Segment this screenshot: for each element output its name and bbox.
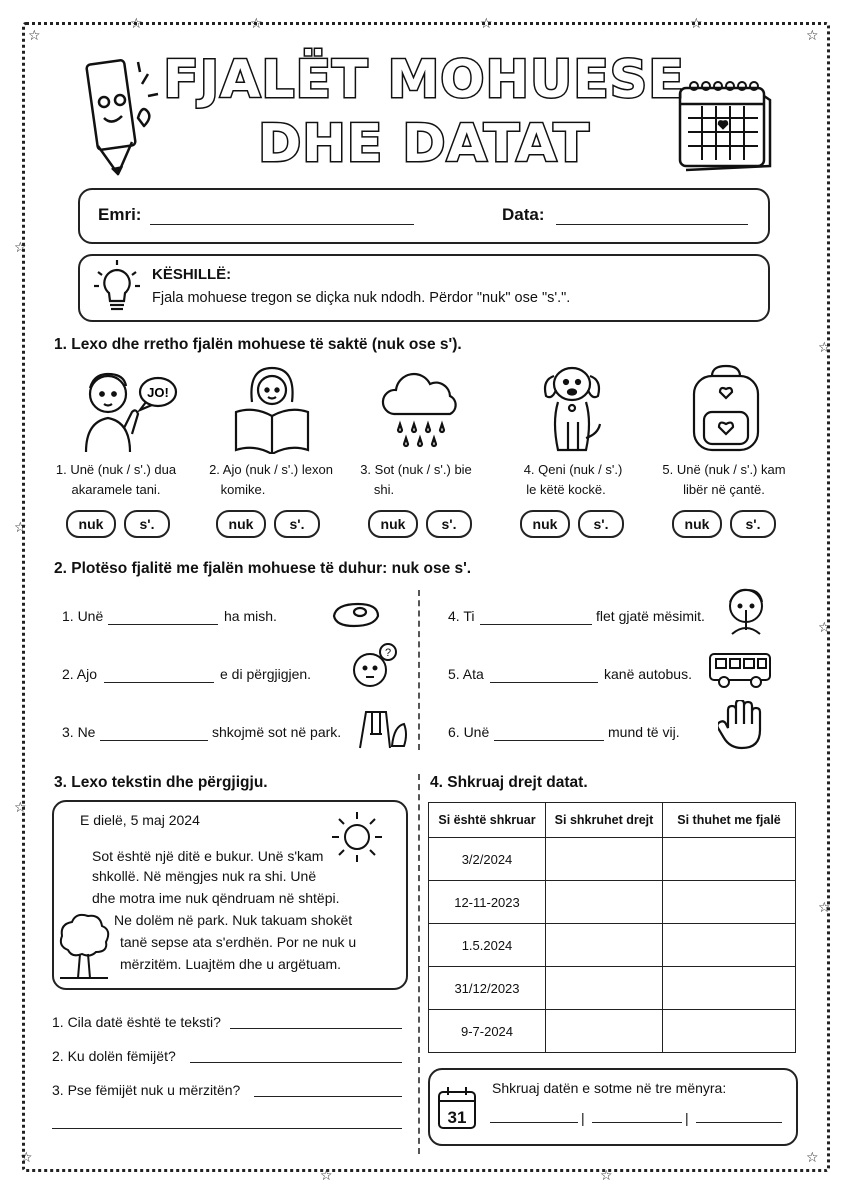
date-written: 3/2/2024 xyxy=(429,838,546,881)
bus-icon xyxy=(708,650,772,690)
page-title-line1: FJALËT MOHUESE xyxy=(163,50,685,110)
s1-item5-line2: libër në çantë. xyxy=(683,482,765,497)
s2-q1-post: ha mish. xyxy=(224,608,277,624)
date-words-cell[interactable] xyxy=(663,967,796,1010)
star-icon: ☆ xyxy=(600,1167,613,1183)
s1-item1-option-s[interactable]: s'. xyxy=(124,510,170,538)
s1-item1-option-nuk[interactable]: nuk xyxy=(66,510,116,538)
section3-heading: 3. Lexo tekstin dhe përgjigju. xyxy=(54,774,268,791)
star-icon: ☆ xyxy=(28,27,41,43)
star-icon: ☆ xyxy=(818,619,831,635)
s2-q5-blank[interactable] xyxy=(490,682,598,683)
s2-q3-blank[interactable] xyxy=(100,740,208,741)
star-icon: ☆ xyxy=(690,15,703,31)
today-date-format-2[interactable] xyxy=(592,1122,682,1123)
s2-q1-blank[interactable] xyxy=(108,624,218,625)
s1-item5-option-s[interactable]: s'. xyxy=(730,510,776,538)
star-icon: ☆ xyxy=(806,27,819,43)
star-icon: ☆ xyxy=(14,799,27,815)
s1-item4-option-nuk[interactable]: nuk xyxy=(520,510,570,538)
s1-item4-line2: le këtë kockë. xyxy=(526,482,606,497)
table-row xyxy=(429,924,796,967)
today-date-prompt: Shkruaj datën e sotme në tre mënyra: xyxy=(492,1080,727,1096)
col-header-words: Si thuhet me fjalë xyxy=(663,803,796,838)
question-1: 1. Cila datë është te teksti? xyxy=(52,1014,221,1030)
date-correct-cell[interactable] xyxy=(546,1010,663,1053)
question-3: 3. Pse fëmijët nuk u mërzitën? xyxy=(52,1082,241,1098)
date-correct-cell[interactable] xyxy=(546,967,663,1010)
date-words-cell[interactable] xyxy=(663,924,796,967)
reading-date: E dielë, 5 maj 2024 xyxy=(80,812,200,828)
dog-icon xyxy=(538,362,608,454)
dates-table xyxy=(428,802,796,1053)
date-words-cell[interactable] xyxy=(663,838,796,881)
section4-heading: 4. Shkruaj drejt datat. xyxy=(430,774,588,791)
calendar-small-icon xyxy=(436,1084,480,1132)
tip-title: KËSHILLË: xyxy=(152,266,232,283)
calendar-icon xyxy=(676,78,774,172)
date-written: 31/12/2023 xyxy=(429,967,546,1010)
pencil-icon xyxy=(82,48,162,178)
table-row xyxy=(429,1010,796,1053)
girl-reading-icon xyxy=(232,362,312,454)
thinking-face-icon xyxy=(350,642,398,690)
page-title-line2: DHE DATAT xyxy=(258,114,590,174)
question-3-answer-1[interactable] xyxy=(254,1096,402,1097)
svg-text:?: ? xyxy=(384,647,392,659)
tip-text: Fjala mohuese tregon se diçka nuk ndodh. Përdor "nuk" ose "s'.". xyxy=(152,290,571,306)
reading-line-5: tanë sepse ata s'erdhën. Por ne nuk u xyxy=(120,934,357,950)
s1-item5-line1: 5. Unë (nuk / s'.) kam xyxy=(662,462,786,477)
s2-q4-blank[interactable] xyxy=(480,624,592,625)
star-icon: ☆ xyxy=(818,339,831,355)
today-date-format-3[interactable] xyxy=(696,1122,782,1123)
star-icon: ☆ xyxy=(250,15,263,31)
date-words-cell[interactable] xyxy=(663,1010,796,1053)
tree-icon xyxy=(56,910,112,980)
question-3-answer-2[interactable] xyxy=(52,1128,402,1129)
s2-q6-pre: 6. Unë xyxy=(448,724,490,740)
date-field[interactable] xyxy=(556,224,748,225)
steak-icon xyxy=(330,600,382,630)
s1-item3-line1: 3. Sot (nuk / s'.) bie xyxy=(360,462,472,477)
star-icon: ☆ xyxy=(818,899,831,915)
s1-item4-line1: 4. Qeni (nuk / s'.) xyxy=(523,462,623,477)
name-label: Emri: xyxy=(98,205,142,224)
s1-item2-option-nuk[interactable]: nuk xyxy=(216,510,266,538)
section3-4-divider xyxy=(418,774,420,1154)
s2-q4-pre: 4. Ti xyxy=(448,608,475,624)
s1-item2-option-s[interactable]: s'. xyxy=(274,510,320,538)
speech-bubble-text: JO! xyxy=(147,385,169,400)
star-icon: ☆ xyxy=(130,15,143,31)
separator-1: | xyxy=(581,1110,585,1126)
s1-item3-option-s[interactable]: s'. xyxy=(426,510,472,538)
s1-item2-line2: komike. xyxy=(220,482,266,497)
s2-q4-post: flet gjatë mësimit. xyxy=(596,608,705,624)
date-words-cell[interactable] xyxy=(663,881,796,924)
star-icon: ☆ xyxy=(14,519,27,535)
boy-icon xyxy=(76,364,178,454)
question-1-answer[interactable] xyxy=(230,1028,402,1029)
name-date-box xyxy=(78,188,770,244)
swing-icon xyxy=(356,708,408,750)
date-correct-cell[interactable] xyxy=(546,924,663,967)
today-date-format-1[interactable] xyxy=(490,1122,578,1123)
star-icon: ☆ xyxy=(20,1149,33,1165)
date-correct-cell[interactable] xyxy=(546,881,663,924)
s2-q2-blank[interactable] xyxy=(104,682,214,683)
rain-cloud-icon xyxy=(380,366,464,454)
s1-item5-option-nuk[interactable]: nuk xyxy=(672,510,722,538)
backpack-icon xyxy=(686,362,766,454)
s2-q2-pre: 2. Ajo xyxy=(62,666,98,682)
date-written: 12-11-2023 xyxy=(429,881,546,924)
table-row xyxy=(429,881,796,924)
reading-line-6: mërzitëm. Luajtëm dhe u argëtuam. xyxy=(120,956,341,972)
s2-q1-pre: 1. Unë xyxy=(62,608,104,624)
hand-stop-icon xyxy=(718,700,764,750)
reading-line-1: Sot është një ditë e bukur. Unë s'kam xyxy=(92,848,324,864)
section2-heading: 2. Plotëso fjalitë me fjalën mohuese të duhur: nuk ose s'. xyxy=(54,560,472,577)
shush-boy-icon xyxy=(722,584,772,636)
sun-icon xyxy=(330,810,384,864)
table-row xyxy=(429,838,796,881)
s1-item1-line1: 1. Unë (nuk / s'.) dua xyxy=(55,462,177,477)
s1-item3-option-nuk[interactable]: nuk xyxy=(368,510,418,538)
s2-q2-post: e di përgjigjen. xyxy=(220,666,312,682)
s2-q3-pre: 3. Ne xyxy=(62,724,96,740)
col-header-correct: Si shkruhet drejt xyxy=(546,803,663,838)
s2-q6-post: mund të vij. xyxy=(608,724,680,740)
reading-line-4: Ne dolëm në park. Nuk takuam shokët xyxy=(114,912,353,928)
name-field[interactable] xyxy=(150,224,414,225)
s1-item2-line1: 2. Ajo (nuk / s'.) lexon xyxy=(209,462,333,477)
table-header-row xyxy=(429,803,796,838)
section2-divider xyxy=(418,590,420,750)
star-icon: ☆ xyxy=(806,1149,819,1165)
date-written: 1.5.2024 xyxy=(429,924,546,967)
separator-2: | xyxy=(685,1110,689,1126)
star-icon: ☆ xyxy=(480,15,493,31)
s2-q5-post: kanë autobus. xyxy=(604,666,692,682)
question-2: 2. Ku dolën fëmijët? xyxy=(52,1048,176,1064)
date-correct-cell[interactable] xyxy=(546,838,663,881)
s2-q3-post: shkojmë sot në park. xyxy=(212,724,342,740)
s1-item3-line2: shi. xyxy=(373,482,395,497)
calendar-day-number: 31 xyxy=(447,1108,467,1127)
reading-line-3: dhe motra ime nuk qëndruam në shtëpi. xyxy=(92,890,340,906)
date-label: Data: xyxy=(502,205,545,224)
s1-item1-line2: akaramele tani. xyxy=(71,482,161,497)
section1-heading: 1. Lexo dhe rretho fjalën mohuese të saktë (nuk ose s'). xyxy=(54,336,462,353)
lightbulb-icon xyxy=(92,258,142,316)
star-icon: ☆ xyxy=(14,239,27,255)
table-row xyxy=(429,967,796,1010)
star-icon: ☆ xyxy=(320,1167,333,1183)
s2-q6-blank[interactable] xyxy=(494,740,604,741)
col-header-written: Si është shkruar xyxy=(429,803,546,838)
s1-item4-option-s[interactable]: s'. xyxy=(578,510,624,538)
date-written: 9-7-2024 xyxy=(429,1010,546,1053)
s2-q5-pre: 5. Ata xyxy=(448,666,484,682)
reading-line-2: shkollë. Në mëngjes nuk ra shi. Unë xyxy=(92,868,317,884)
question-2-answer[interactable] xyxy=(190,1062,402,1063)
